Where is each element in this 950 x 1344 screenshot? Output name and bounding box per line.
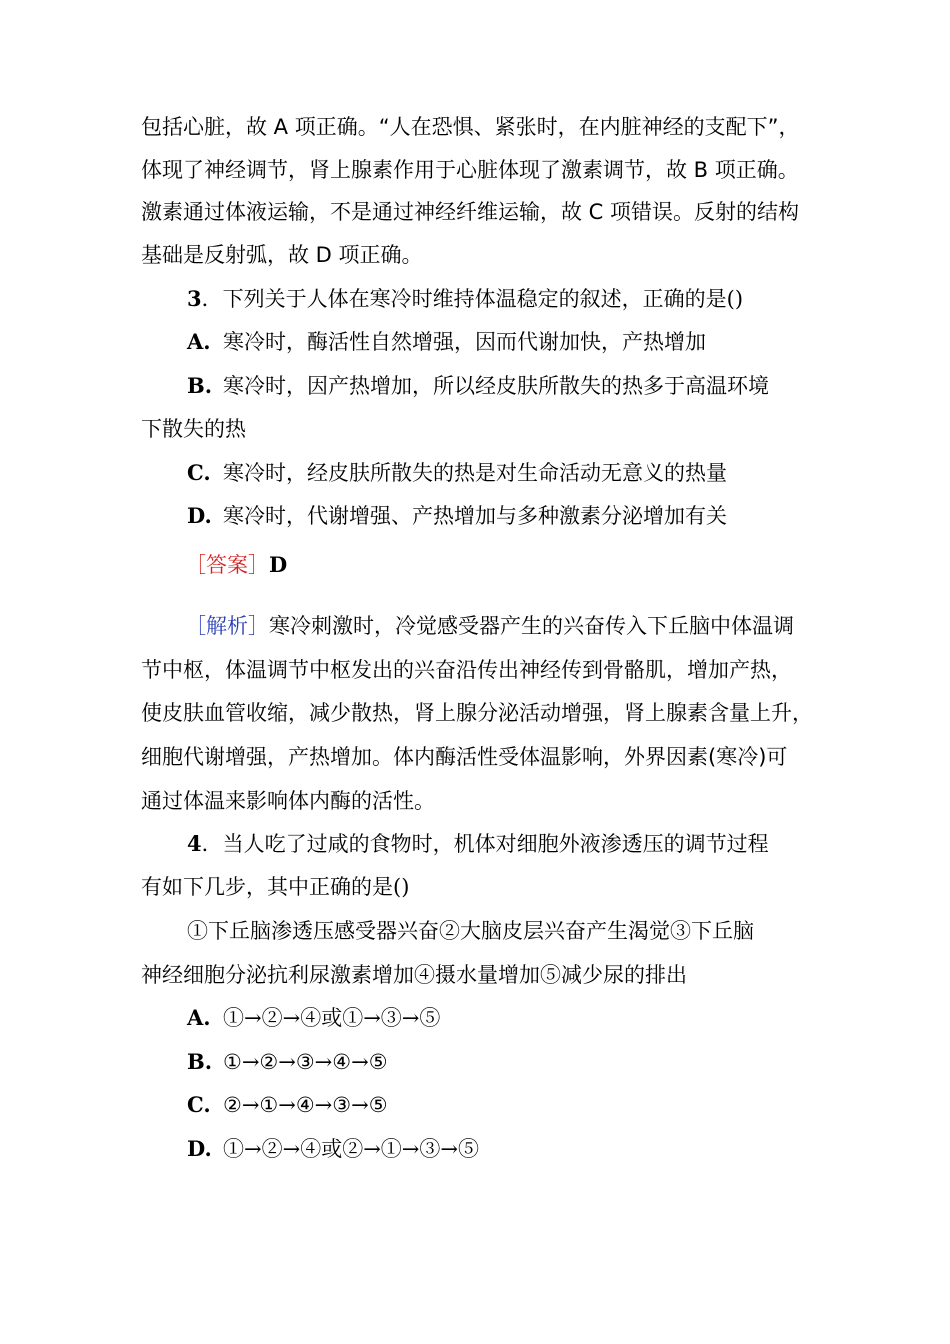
- option-letter: C.: [187, 1092, 211, 1117]
- question-3-option-b: [187, 371, 769, 401]
- answer-value: D: [269, 552, 288, 577]
- analysis-text: 寒冷刺激时，冷觉感受器产生的兴奋传入下丘脑中体温调: [269, 614, 794, 638]
- explanation-line: 激素通过体液运输，不是通过神经纤维运输，故 C 项错误。反射的结构: [141, 200, 800, 224]
- analysis-line: 使皮肤血管收缩，减少散热，肾上腺分泌活动增强，肾上腺素含量上升，: [141, 701, 813, 725]
- question-4-steps: ①下丘脑渗透压感受器兴奋②大脑皮层兴奋产生渴觉③下丘脑: [187, 919, 754, 943]
- question-4-option-d: [187, 1134, 479, 1164]
- option-letter: A.: [187, 329, 211, 354]
- analysis-tag: ［解析］: [185, 614, 269, 638]
- option-text-continued: 下散失的热: [141, 417, 246, 441]
- option-text: ②→①→④→③→⑤: [223, 1093, 388, 1117]
- question-4-option-c: [187, 1090, 388, 1120]
- question-3-option-d: [187, 501, 727, 531]
- option-letter: D.: [187, 1136, 212, 1161]
- analysis-line: [185, 611, 794, 641]
- option-letter: D.: [187, 503, 212, 528]
- answer-tag: ［答案］: [185, 553, 269, 577]
- question-4-steps: 神经细胞分泌抗利尿激素增加④摄水量增加⑤减少尿的排出: [141, 963, 687, 987]
- question-number: 3: [187, 286, 202, 311]
- option-text: ①→②→④或①→③→⑤: [223, 1006, 441, 1030]
- option-text: 寒冷时，酶活性自然增强，因而代谢加快，产热增加: [223, 330, 706, 354]
- question-4-stem: [187, 829, 769, 859]
- explanation-line: 基础是反射弧，故 D 项正确。: [141, 243, 423, 267]
- option-text: 寒冷时，因产热增加，所以经皮肤所散失的热多于高温环境: [223, 374, 769, 398]
- answer-line: [185, 550, 287, 580]
- option-letter: B.: [187, 1049, 213, 1074]
- question-text: ．下列关于人体在寒冷时维持体温稳定的叙述，正确的是(): [201, 287, 744, 311]
- question-text-continued: 有如下几步，其中正确的是(): [141, 875, 410, 899]
- analysis-line: 细胞代谢增强，产热增加。体内酶活性受体温影响，外界因素(寒冷)可: [141, 745, 788, 769]
- option-text: 寒冷时，代谢增强、产热增加与多种激素分泌增加有关: [223, 504, 727, 528]
- option-text: ①→②→④或②→①→③→⑤: [223, 1137, 479, 1161]
- explanation-line: 包括心脏，故 A 项正确。“人在恐惧、紧张时，在内脏神经的支配下”，: [141, 115, 800, 139]
- question-3-option-a: [187, 327, 706, 357]
- option-letter: A.: [187, 1005, 211, 1030]
- question-3-option-c: [187, 458, 727, 488]
- option-text: 寒冷时，经皮肤所散失的热是对生命活动无意义的热量: [223, 461, 727, 485]
- question-text: ．当人吃了过咸的食物时，机体对细胞外液渗透压的调节过程: [201, 832, 769, 856]
- explanation-line: 体现了神经调节，肾上腺素作用于心脏体现了激素调节，故 B 项正确。: [141, 158, 799, 182]
- analysis-line: 节中枢，体温调节中枢发出的兴奋沿传出神经传到骨骼肌，增加产热，: [141, 658, 792, 682]
- question-number: 4: [187, 831, 202, 856]
- option-text: ①→②→③→④→⑤: [223, 1050, 388, 1074]
- question-3-stem: [187, 284, 743, 314]
- question-4-option-a: [187, 1003, 440, 1033]
- option-letter: B.: [187, 373, 213, 398]
- question-4-option-b: [187, 1047, 388, 1077]
- analysis-line: 通过体温来影响体内酶的活性。: [141, 789, 435, 813]
- option-letter: C.: [187, 460, 211, 485]
